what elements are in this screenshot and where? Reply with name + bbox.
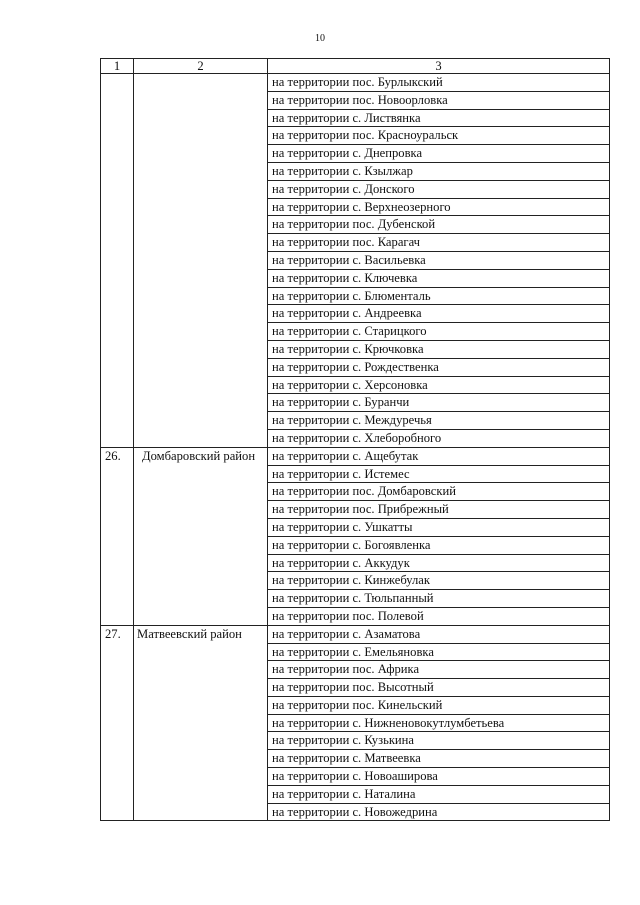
territory-cell: на территории с. Емельяновка: [268, 643, 610, 661]
territory-cell: на территории с. Донского: [268, 180, 610, 198]
territory-cell: на территории с. Истемес: [268, 465, 610, 483]
territory-cell: на территории с. Ащебутак: [268, 447, 610, 465]
territory-cell: на территории пос. Полевой: [268, 607, 610, 625]
district-name: [134, 74, 268, 448]
table-body: [101, 74, 610, 821]
header-col-3: 3: [268, 59, 610, 74]
locations-table: [100, 58, 610, 821]
territory-cell: на территории с. Азаматова: [268, 625, 610, 643]
header-col-1: 1: [101, 59, 134, 74]
territory-cell: на территории пос. Кинельский: [268, 696, 610, 714]
territory-cell: на территории с. Андреевка: [268, 305, 610, 323]
territory-cell: на территории пос. Карагач: [268, 234, 610, 252]
district-name: Домбаровский район: [134, 447, 268, 625]
territory-cell: на территории с. Матвеевка: [268, 750, 610, 768]
district-number: 26.: [101, 447, 134, 625]
territory-cell: на территории пос. Домбаровский: [268, 483, 610, 501]
territory-cell: на территории пос. Красноуральск: [268, 127, 610, 145]
territory-cell: на территории с. Старицкого: [268, 323, 610, 341]
territory-cell: на территории с. Наталина: [268, 785, 610, 803]
territory-cell: на территории пос. Африка: [268, 661, 610, 679]
page-number: 10: [315, 33, 325, 44]
territory-cell: на территории с. Кинжебулак: [268, 572, 610, 590]
territory-cell: на территории пос. Новоорловка: [268, 91, 610, 109]
table-row: [101, 625, 610, 643]
territory-cell: на территории с. Рождественка: [268, 358, 610, 376]
district-number: 27.: [101, 625, 134, 821]
territory-cell: на территории пос. Дубенской: [268, 216, 610, 234]
table-row: [101, 74, 610, 92]
district-name: Матвеевский район: [134, 625, 268, 821]
territory-cell: на территории с. Днепровка: [268, 145, 610, 163]
territory-cell: на территории с. Нижненовокутлумбетьева: [268, 714, 610, 732]
territory-cell: на территории пос. Бурлыкский: [268, 74, 610, 92]
table-row: [101, 447, 610, 465]
header-col-2: 2: [134, 59, 268, 74]
territory-cell: на территории с. Новоаширова: [268, 768, 610, 786]
territory-cell: на территории с. Тюльпанный: [268, 590, 610, 608]
territory-cell: на территории с. Аккудук: [268, 554, 610, 572]
header-row: [101, 59, 610, 74]
territory-cell: на территории с. Буранчи: [268, 394, 610, 412]
territory-cell: на территории с. Новожедрина: [268, 803, 610, 821]
territory-cell: на территории с. Ключевка: [268, 269, 610, 287]
territory-cell: на территории с. Блюменталь: [268, 287, 610, 305]
territory-cell: на территории с. Листвянка: [268, 109, 610, 127]
territory-cell: на территории с. Херсоновка: [268, 376, 610, 394]
territory-cell: на территории с. Васильевка: [268, 251, 610, 269]
territory-cell: на территории с. Кузькина: [268, 732, 610, 750]
territory-cell: на территории с. Междуречья: [268, 412, 610, 430]
territory-cell: на территории пос. Прибрежный: [268, 501, 610, 519]
territory-cell: на территории с. Богоявленка: [268, 536, 610, 554]
territory-cell: на территории с. Ушкатты: [268, 518, 610, 536]
territory-cell: на территории с. Крючковка: [268, 340, 610, 358]
district-number: [101, 74, 134, 448]
territory-cell: на территории пос. Высотный: [268, 679, 610, 697]
territory-cell: на территории с. Кзылжар: [268, 162, 610, 180]
territory-cell: на территории с. Хлеборобного: [268, 429, 610, 447]
territory-cell: на территории с. Верхнеозерного: [268, 198, 610, 216]
